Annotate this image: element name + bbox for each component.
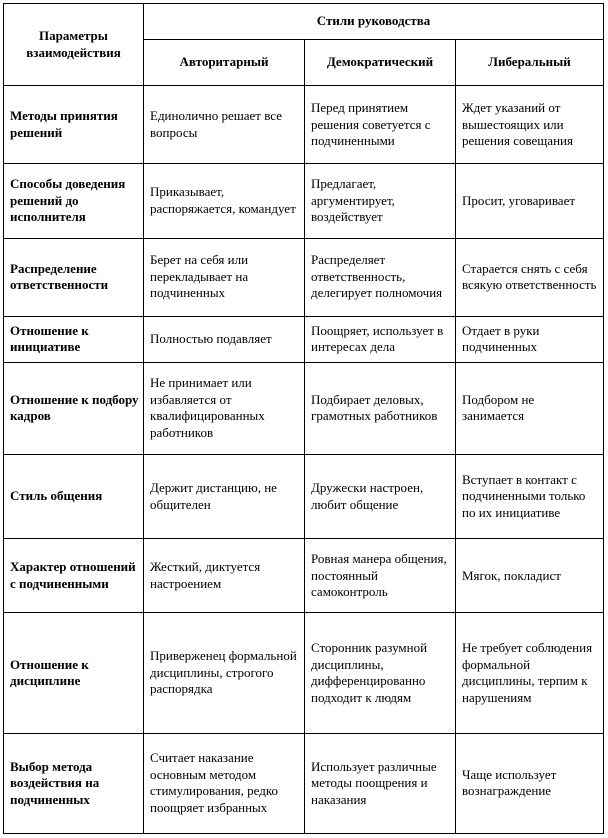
liberal-cell: Подбором не занимается — [456, 362, 604, 454]
styles-header-cell: Стили руководства — [144, 4, 604, 40]
liberal-cell: Не требует соблюдения формальной дисциплины, терпим к нарушениям — [456, 613, 604, 733]
authoritarian-cell: Полностью подавляет — [144, 316, 305, 362]
liberal-cell: Отдает в руки подчиненных — [456, 316, 604, 362]
authoritarian-cell: Единолично решает все вопросы — [144, 86, 305, 164]
authoritarian-cell: Держит дистанцию, не общителен — [144, 455, 305, 539]
democratic-cell: Сторонник разумной дисциплины, дифференцированно подходит к людям — [305, 613, 456, 733]
param-cell: Отношение к подбору кадров — [4, 362, 144, 454]
authoritarian-cell: Берет на себя или перекладывает на подчиненных — [144, 238, 305, 316]
table-row — [4, 539, 604, 613]
param-cell: Отношение к дисциплине — [4, 613, 144, 733]
param-cell: Характер отношений с подчиненными — [4, 539, 144, 613]
democratic-cell: Ровная манера общения, постоянный самоконтроль — [305, 539, 456, 613]
authoritarian-cell: Приверженец формальной дисциплины, строгого распорядка — [144, 613, 305, 733]
table-row — [4, 316, 604, 362]
header-row-top — [4, 4, 604, 40]
table-row — [4, 238, 604, 316]
params-header-cell: Параметры взаимодействия — [4, 4, 144, 86]
authoritarian-cell: Жесткий, диктуется настроением — [144, 539, 305, 613]
table-row — [4, 455, 604, 539]
democratic-cell: Подбирает деловых, грамотных работников — [305, 362, 456, 454]
table-row — [4, 164, 604, 238]
column-header-liberal: Либеральный — [456, 40, 604, 86]
democratic-cell: Перед принятием решения советуется с подчиненными — [305, 86, 456, 164]
democratic-cell: Использует различные методы поощрения и наказания — [305, 733, 456, 833]
param-cell: Выбор метода воздействия на подчиненных — [4, 733, 144, 833]
democratic-cell: Дружески настроен, любит общение — [305, 455, 456, 539]
param-cell: Методы принятия решений — [4, 86, 144, 164]
column-header-authoritarian: Авторитарный — [144, 40, 305, 86]
liberal-cell: Вступает в контакт с подчиненными только по их инициативе — [456, 455, 604, 539]
column-header-democratic: Демократический — [305, 40, 456, 86]
liberal-cell: Старается снять с себя всякую ответственность — [456, 238, 604, 316]
democratic-cell: Поощряет, использует в интересах дела — [305, 316, 456, 362]
param-cell: Отношение к инициативе — [4, 316, 144, 362]
authoritarian-cell: Считает наказание основным методом стимулирования, редко поощряет избранных — [144, 733, 305, 833]
liberal-cell: Чаще использует вознаграждение — [456, 733, 604, 833]
table-row — [4, 362, 604, 454]
param-cell: Способы доведения решений до исполнителя — [4, 164, 144, 238]
liberal-cell: Просит, уговаривает — [456, 164, 604, 238]
table-row — [4, 613, 604, 733]
table-row — [4, 86, 604, 164]
democratic-cell: Распределяет ответственность, делегирует полномочия — [305, 238, 456, 316]
authoritarian-cell: Приказывает, распоряжается, командует — [144, 164, 305, 238]
democratic-cell: Предлагает, аргументирует, воздействует — [305, 164, 456, 238]
authoritarian-cell: Не принимает или избавляется от квалифицированных работников — [144, 362, 305, 454]
table-row — [4, 733, 604, 833]
param-cell: Стиль общения — [4, 455, 144, 539]
param-cell: Распределение ответственности — [4, 238, 144, 316]
liberal-cell: Ждет указаний от вышестоящих или решения совещания — [456, 86, 604, 164]
liberal-cell: Мягок, покладист — [456, 539, 604, 613]
leadership-styles-table — [3, 3, 604, 834]
